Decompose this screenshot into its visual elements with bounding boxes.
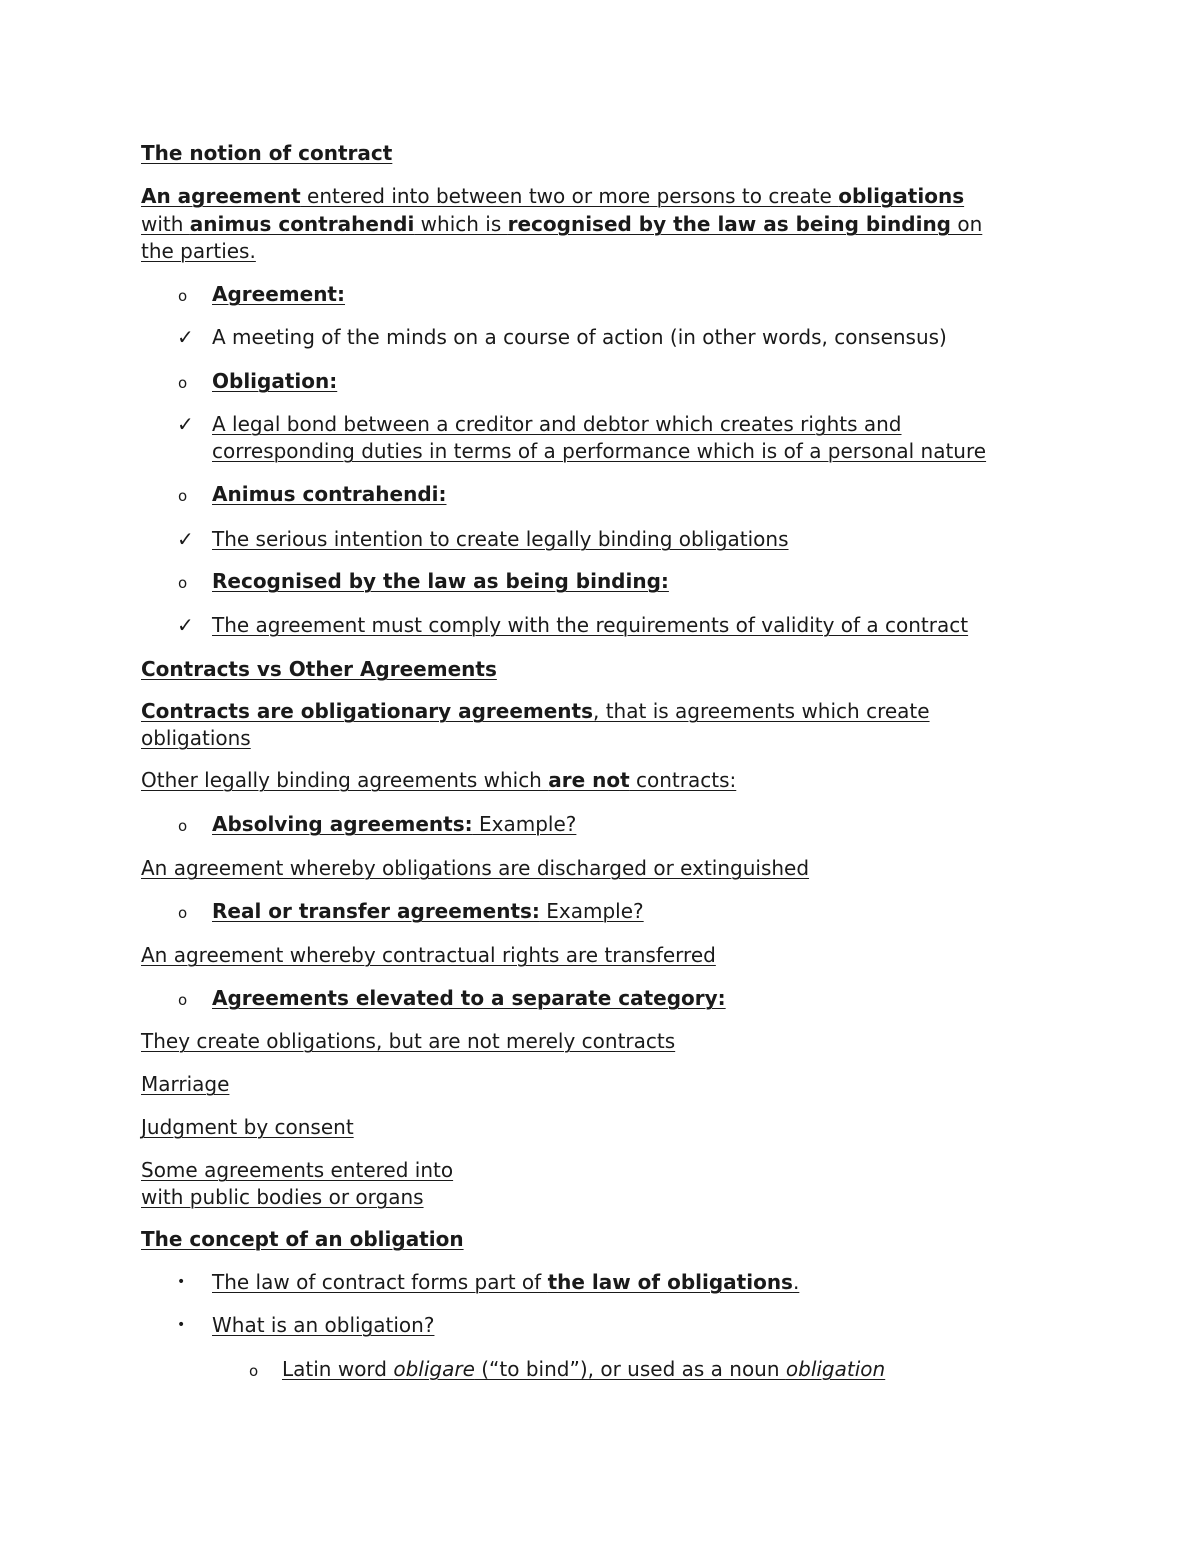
real-transfer-item <box>212 898 644 925</box>
bullet-icon: • <box>177 1317 186 1333</box>
circle-bullet-icon: o <box>249 1362 259 1380</box>
circle-bullet-icon: o <box>178 487 188 505</box>
term-law-of-obligations: the law of obligations <box>547 1270 793 1294</box>
term-obligation: obligation <box>785 1357 886 1381</box>
law-of-obligations-item <box>212 1269 799 1296</box>
checkmark-icon: ✓ <box>177 527 194 551</box>
contracts-definition-text: , that is agreements which create <box>593 699 930 723</box>
recognised-label: Recognised by the law as being binding: <box>212 569 669 593</box>
obligation-label: Obligation: <box>212 369 338 393</box>
definition-line-1 <box>141 183 964 210</box>
circle-bullet-icon: o <box>178 374 188 392</box>
example-prompt: Example? <box>539 899 644 923</box>
term-recognised: recognised by the law as being binding <box>507 212 951 236</box>
definition-text: with <box>141 212 190 236</box>
item-text: (“to bind”), or used as a noun <box>474 1357 786 1381</box>
absolving-description: An agreement whereby obligations are discharged or extinguished <box>141 856 810 880</box>
definition-line-2 <box>141 211 982 238</box>
circle-bullet-icon: o <box>178 574 188 592</box>
definition-text: on <box>951 212 983 236</box>
contracts-definition-line-1 <box>141 698 930 725</box>
example-public-bodies-line-1: Some agreements entered into <box>141 1158 454 1182</box>
checkmark-icon: ✓ <box>177 412 194 436</box>
example-public-bodies-line-2: with public bodies or organs <box>141 1185 424 1209</box>
heading-notion-of-contract: The notion of contract <box>141 141 393 165</box>
heading-concept-of-obligation: The concept of an obligation <box>141 1227 464 1251</box>
term-obligare: obligare <box>393 1357 475 1381</box>
heading-contracts-vs-other: Contracts vs Other Agreements <box>141 657 497 681</box>
absolving-item <box>212 811 576 838</box>
obligation-description-line-2: corresponding duties in terms of a performance which is of a personal nature <box>212 439 987 463</box>
what-is-obligation-item: What is an obligation? <box>212 1313 435 1337</box>
example-judgment-by-consent: Judgment by consent <box>141 1115 354 1139</box>
animus-label: Animus contrahendi: <box>212 482 447 506</box>
item-text: Latin word <box>282 1357 394 1381</box>
definition-line-3: the parties. <box>141 239 256 263</box>
bullet-icon: • <box>177 1274 186 1290</box>
item-text: . <box>792 1270 800 1294</box>
checkmark-icon: ✓ <box>177 613 194 637</box>
elevated-label: Agreements elevated to a separate category: <box>212 986 726 1010</box>
real-transfer-label: Real or transfer agreements: <box>212 899 540 923</box>
example-prompt: Example? <box>472 812 577 836</box>
animus-description: The serious intention to create legally binding obligations <box>212 527 789 551</box>
term-agreement: An agreement <box>141 184 301 208</box>
agreement-description: A meeting of the minds on a course of action (in other words, consensus) <box>212 325 947 349</box>
agreement-label: Agreement: <box>212 282 345 306</box>
contracts-definition-line-2: obligations <box>141 726 251 750</box>
other-agreements-intro <box>141 767 736 794</box>
term-animus-contrahendi: animus contrahendi <box>189 212 415 236</box>
term-obligations: obligations <box>838 184 965 208</box>
term-are-not: are not <box>548 768 630 792</box>
circle-bullet-icon: o <box>178 991 188 1009</box>
elevated-description: They create obligations, but are not merely contracts <box>141 1029 676 1053</box>
definition-text: entered into between two or more persons to create <box>300 184 839 208</box>
intro-text: Other legally binding agreements which <box>141 768 549 792</box>
definition-text: which is <box>414 212 508 236</box>
latin-word-item <box>282 1356 885 1383</box>
recognised-description: The agreement must comply with the requirements of validity of a contract <box>212 613 969 637</box>
intro-text: contracts: <box>629 768 737 792</box>
term-obligationary-agreements: Contracts are obligationary agreements <box>141 699 593 723</box>
item-text: The law of contract forms part of <box>212 1270 548 1294</box>
obligation-description-line-1: A legal bond between a creditor and debtor which creates rights and <box>212 412 902 436</box>
circle-bullet-icon: o <box>178 287 188 305</box>
absolving-label: Absolving agreements: <box>212 812 473 836</box>
checkmark-icon: ✓ <box>177 325 194 349</box>
circle-bullet-icon: o <box>178 817 188 835</box>
example-marriage: Marriage <box>141 1072 230 1096</box>
real-transfer-description: An agreement whereby contractual rights are transferred <box>141 943 716 967</box>
circle-bullet-icon: o <box>178 904 188 922</box>
